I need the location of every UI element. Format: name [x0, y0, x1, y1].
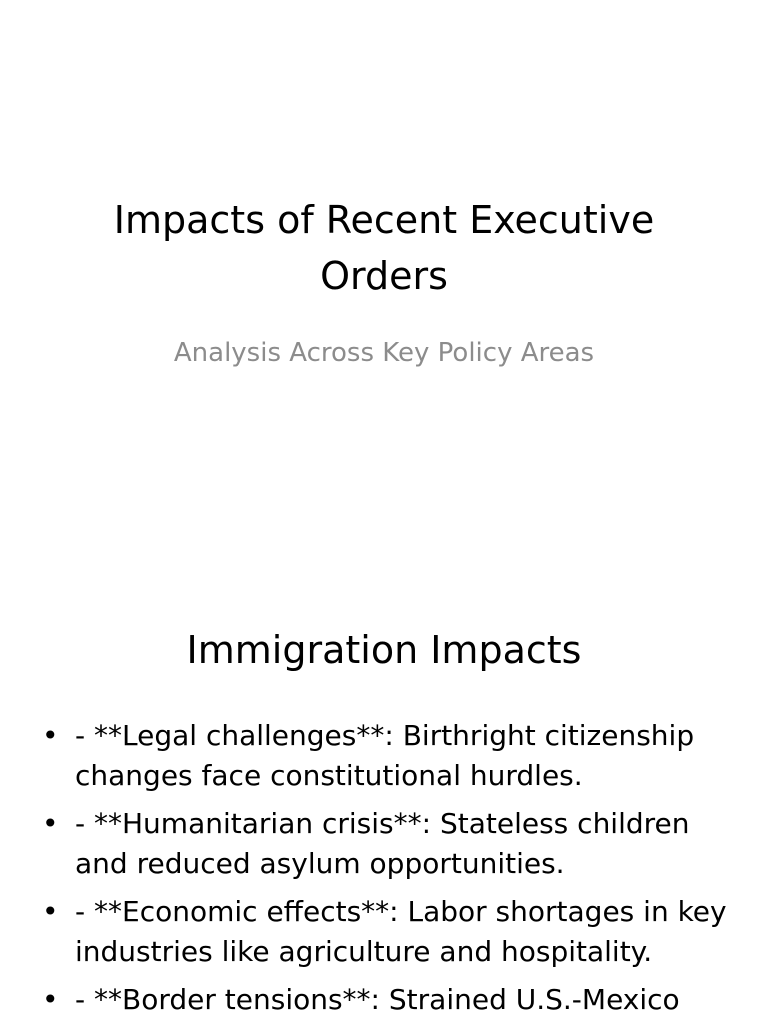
bullet-list: [0, 716, 768, 1024]
bullet-dot-icon: •: [42, 719, 59, 752]
content-slide: [0, 576, 768, 1024]
bullet-item: [0, 804, 768, 884]
bullet-dot-icon: •: [42, 895, 59, 928]
bullet-item: [0, 980, 768, 1020]
bullet-text: - **Economic effects**: Labor shortages in key industries like agriculture and hospitality.: [75, 895, 727, 968]
bullet-text: - **Border tensions**: Strained U.S.-Mexico: [75, 983, 680, 1016]
bullet-text: - **Legal challenges**: Birthright citizenship changes face constitutional hurdles.: [75, 719, 695, 792]
bullet-text: - **Humanitarian crisis**: Stateless children and reduced asylum opportunities.: [75, 807, 690, 880]
bullet-dot-icon: •: [42, 807, 59, 840]
section-title: Immigration Impacts: [186, 628, 582, 672]
bullet-item: [0, 892, 768, 972]
bullet-dot-icon: •: [42, 983, 59, 1016]
bullet-item: [0, 716, 768, 796]
slide-subtitle: Analysis Across Key Policy Areas: [173, 338, 595, 368]
slide-title: Impacts of Recent Executive Orders: [113, 198, 655, 298]
